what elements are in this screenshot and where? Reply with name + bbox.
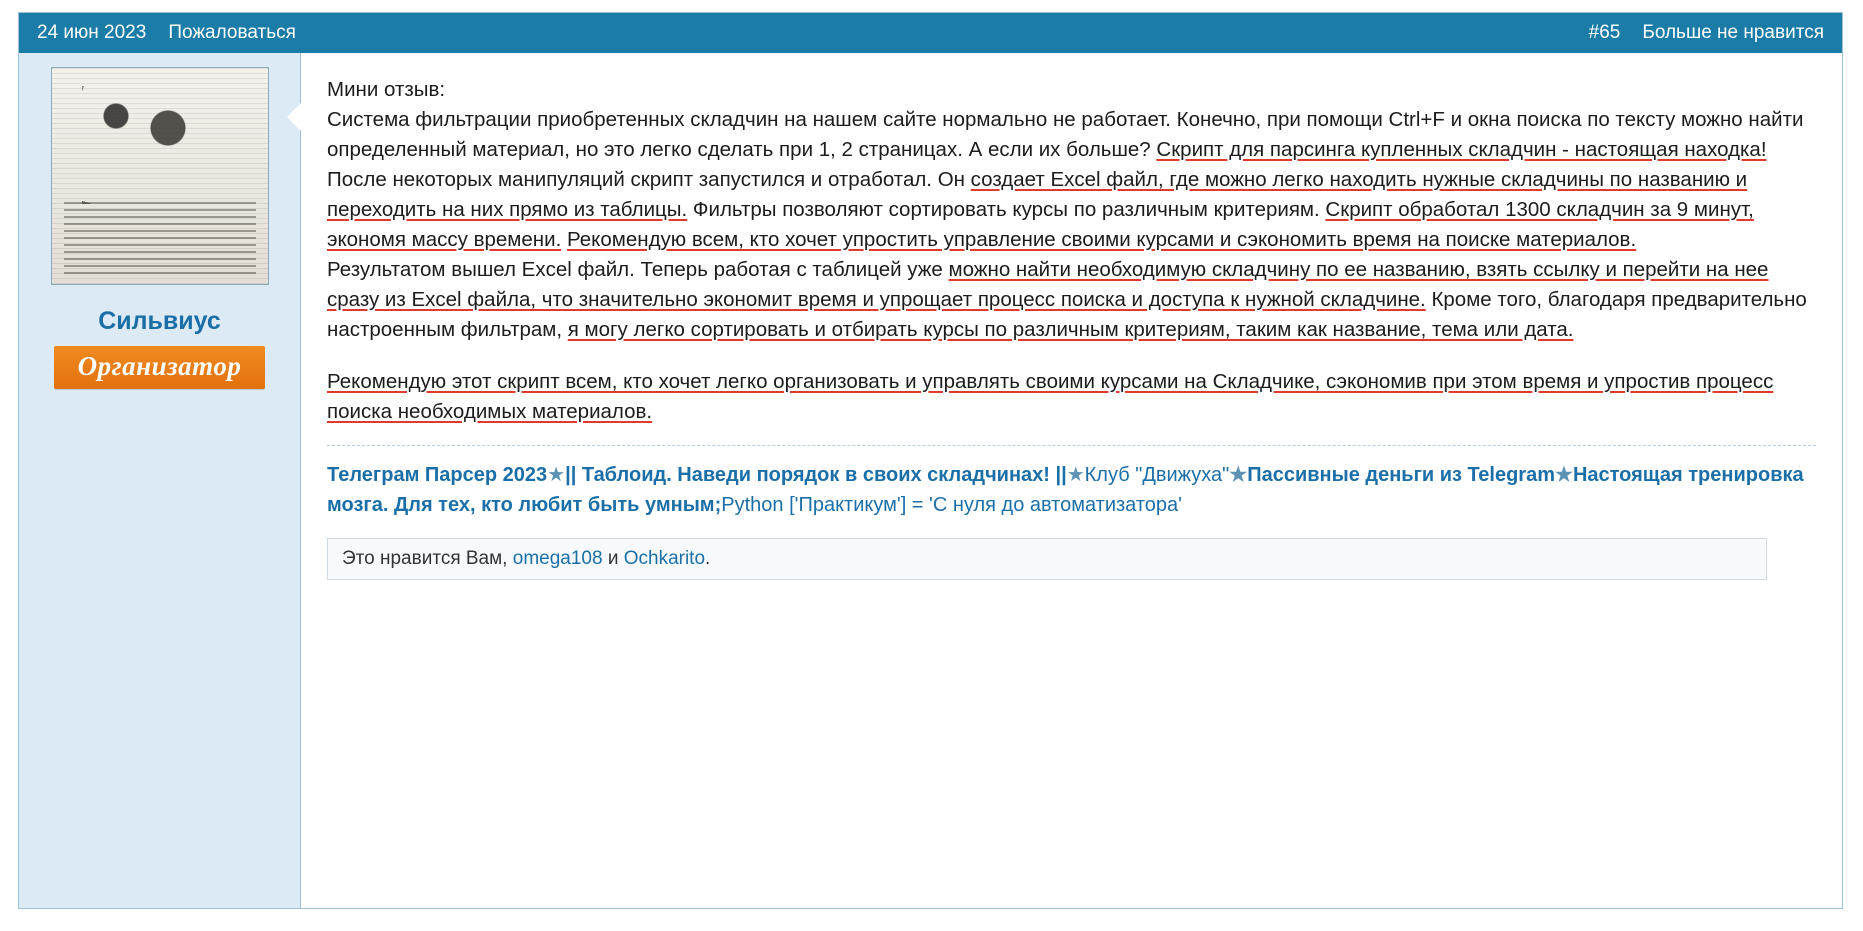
message-paragraph-4 bbox=[327, 367, 1816, 427]
post-message-column bbox=[301, 53, 1842, 908]
unlike-button[interactable]: Больше не нравится bbox=[1642, 22, 1824, 43]
user-badge-wrap bbox=[19, 346, 300, 389]
signature-sep-2: || bbox=[1049, 464, 1067, 486]
p3-text-b: Кроме того, благодаря предварительно настроенным фильтрам, bbox=[327, 288, 1807, 341]
post-header-left bbox=[37, 22, 296, 44]
signature-link-brain-training[interactable]: Настоящая тренировка мозга. Для тех, кто любит быть умным; bbox=[327, 464, 1804, 516]
p2-text-b: Фильтры позволяют сортировать курсы по различным критериям. bbox=[687, 198, 1326, 221]
signature-link-parser[interactable]: Телеграм Парсер 2023 bbox=[327, 464, 548, 486]
star-icon-3: ★ bbox=[1229, 464, 1248, 486]
paragraph-spacer bbox=[327, 345, 1816, 367]
signature-link-club[interactable]: Клуб "Движуха" bbox=[1084, 464, 1230, 486]
p2-text-a: После некоторых манипуляций скрипт запустился и отработал. Он bbox=[327, 168, 971, 191]
message-paragraph-3 bbox=[327, 255, 1816, 345]
username[interactable]: Сильвиус bbox=[98, 307, 221, 335]
post-header-right bbox=[1589, 22, 1824, 44]
likes-suffix: . bbox=[705, 548, 711, 569]
message-paragraph-1 bbox=[327, 105, 1816, 165]
p1-text: Система фильтрации приобретенных складчин на нашем сайте нормально не работает. Конечно, при помощи Ctrl+F и окна поиска по тексту можно найти определенный материал, но это легко сделать при 1, 2 страницах. А если их больше? bbox=[327, 108, 1804, 161]
post-date: 24 июн 2023 bbox=[37, 22, 147, 43]
signature-sep-1: || bbox=[565, 464, 582, 486]
p3-text-a: Результатом вышел Excel файл. Теперь работая с таблицей уже bbox=[327, 258, 949, 281]
signature-link-tabloid[interactable]: Таблоид. Наведи порядок в своих складчинах! bbox=[581, 464, 1050, 486]
forum-post bbox=[18, 12, 1843, 909]
signature bbox=[327, 445, 1816, 520]
post-body bbox=[19, 53, 1842, 908]
likes-box bbox=[327, 538, 1767, 580]
p4-highlight: Рекомендую этот скрипт всем, кто хочет легко организовать и управлять своими курсами на Складчике, сэкономив при этом время и упростив процесс поиска необходимых материалов. bbox=[327, 370, 1774, 423]
likes-conjunction: и bbox=[602, 548, 624, 569]
speech-pointer bbox=[287, 103, 301, 131]
star-icon-2: ★ bbox=[1066, 464, 1085, 486]
like-user-ochkarito[interactable]: Ochkarito bbox=[623, 548, 706, 569]
message-paragraph-2 bbox=[327, 165, 1816, 255]
p1-highlight: Скрипт для парсинга купленных складчин - настоящая находка! bbox=[1156, 138, 1767, 161]
message-intro: Мини отзыв: bbox=[327, 78, 446, 101]
signature-link-python[interactable]: Python ['Практикум'] = 'С нуля до автоматизатора' bbox=[721, 494, 1182, 516]
likes-prefix: Это нравится Вам, bbox=[342, 548, 513, 569]
post-header bbox=[19, 13, 1842, 53]
p3-highlight-2: я могу легко сортировать и отбирать курсы по различным критериям, таким как название, тема или дата. bbox=[567, 318, 1574, 341]
avatar[interactable] bbox=[51, 67, 269, 285]
p2-highlight-3: Рекомендую всем, кто хочет упростить управление своими курсами и сэкономить время на поиске материалов. bbox=[566, 228, 1637, 251]
star-icon-4: ★ bbox=[1555, 464, 1573, 486]
user-badge-organizer: Организатор bbox=[54, 346, 266, 389]
p2-highlight-2: Скрипт обработал 1300 складчин за 9 минут, экономя массу времени. bbox=[327, 198, 1754, 251]
avatar-image bbox=[52, 68, 268, 284]
report-link[interactable]: Пожаловаться bbox=[168, 22, 296, 43]
post-number[interactable]: #65 bbox=[1588, 22, 1621, 43]
star-icon-1: ★ bbox=[547, 464, 566, 486]
user-info-panel bbox=[19, 53, 301, 908]
p2-highlight-1: создает Excel файл, где можно легко находить нужные складчины по названию и переходить на них прямо из таблицы. bbox=[327, 168, 1748, 221]
signature-link-passive-money[interactable]: Пассивные деньги из Telegram bbox=[1247, 464, 1555, 486]
post-message bbox=[327, 75, 1816, 427]
p3-highlight-1: можно найти необходимую складчину по ее названию, взять ссылку и перейти на нее сразу из Excel файла, что значительно экономит время и упрощает процесс поиска и доступа к нужной складчине. bbox=[327, 258, 1769, 311]
like-user-omega108[interactable]: omega108 bbox=[512, 548, 603, 569]
